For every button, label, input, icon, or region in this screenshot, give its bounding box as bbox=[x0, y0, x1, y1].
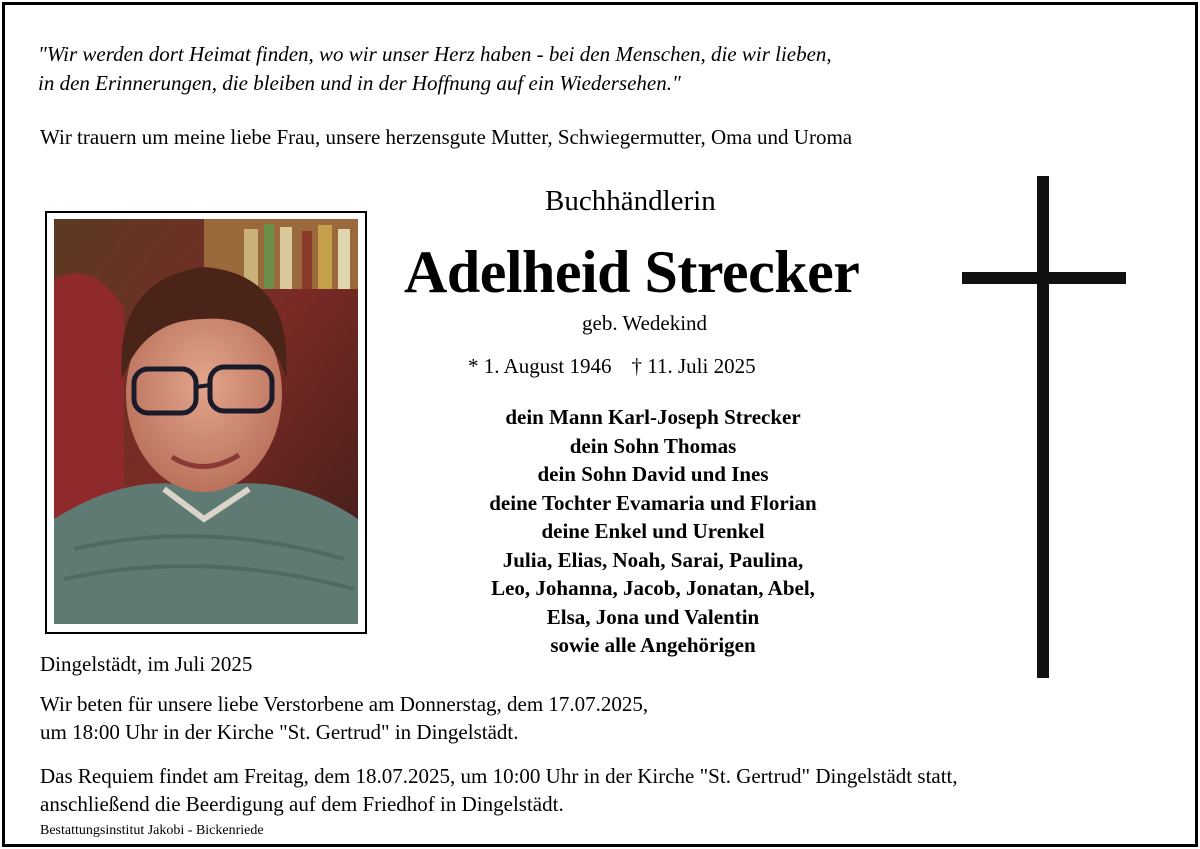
mourner-line: sowie alle Angehörigen bbox=[550, 633, 756, 657]
mourner-line: Julia, Elias, Noah, Sarai, Paulina, bbox=[502, 547, 804, 572]
cross-icon bbox=[1037, 176, 1049, 678]
requiem-line-1: Das Requiem findet am Freitag, dem 18.07.2025, um 10:00 Uhr in der Kirche "St. Gertrud" Dingelstädt statt, bbox=[40, 764, 958, 788]
quote-line-1: "Wir werden dort Heimat finden, wo wir unser Herz haben - bei den Menschen, die wir lieben, bbox=[38, 42, 832, 66]
prayer-service-text bbox=[40, 690, 648, 746]
death-date: † 11. Juli 2025 bbox=[631, 354, 756, 378]
mourner-line: deine Enkel und Urenkel bbox=[541, 519, 765, 543]
birth-name: geb. Wedekind bbox=[582, 311, 708, 335]
deceased-name: Adelheid Strecker bbox=[404, 239, 860, 305]
mourner-line: deine Tochter Evamaria und Florian bbox=[489, 490, 817, 515]
undertaker-credit: Bestattungsinstitut Jakobi - Bickenriede bbox=[40, 823, 264, 838]
intro-text: Wir trauern um meine liebe Frau, unsere herzensgute Mutter, Schwiegermutter, Oma und Uroma bbox=[40, 125, 853, 149]
mourner-line: Elsa, Jona und Valentin bbox=[546, 604, 760, 629]
requiem-line-2: anschließend die Beerdigung auf dem Friedhof in Dingelstädt. bbox=[40, 792, 564, 816]
mourners-list bbox=[440, 403, 866, 660]
profession: Buchhändlerin bbox=[545, 185, 716, 217]
mourner-line: Leo, Johanna, Jacob, Jonatan, Abel, bbox=[491, 576, 815, 600]
memorial-quote bbox=[38, 40, 832, 98]
prayer-line-2: um 18:00 Uhr in der Kirche "St. Gertrud" in Dingelstädt. bbox=[40, 720, 519, 744]
place-date: Dingelstädt, im Juli 2025 bbox=[40, 652, 253, 676]
quote-line-2: in den Erinnerungen, die bleiben und in der Hoffnung auf ein Wiedersehen." bbox=[38, 71, 681, 95]
life-dates bbox=[468, 354, 756, 379]
birth-date: * 1. August 1946 bbox=[468, 354, 612, 378]
mourner-line: dein Sohn David und Ines bbox=[537, 462, 769, 486]
mourner-line: dein Sohn Thomas bbox=[569, 433, 737, 458]
cross-icon-bar bbox=[962, 272, 1126, 284]
portrait-photo bbox=[54, 219, 358, 624]
mourner-line: dein Mann Karl-Joseph Strecker bbox=[505, 405, 801, 429]
requiem-text bbox=[40, 762, 958, 818]
prayer-line-1: Wir beten für unsere liebe Verstorbene am Donnerstag, dem 17.07.2025, bbox=[40, 692, 649, 716]
